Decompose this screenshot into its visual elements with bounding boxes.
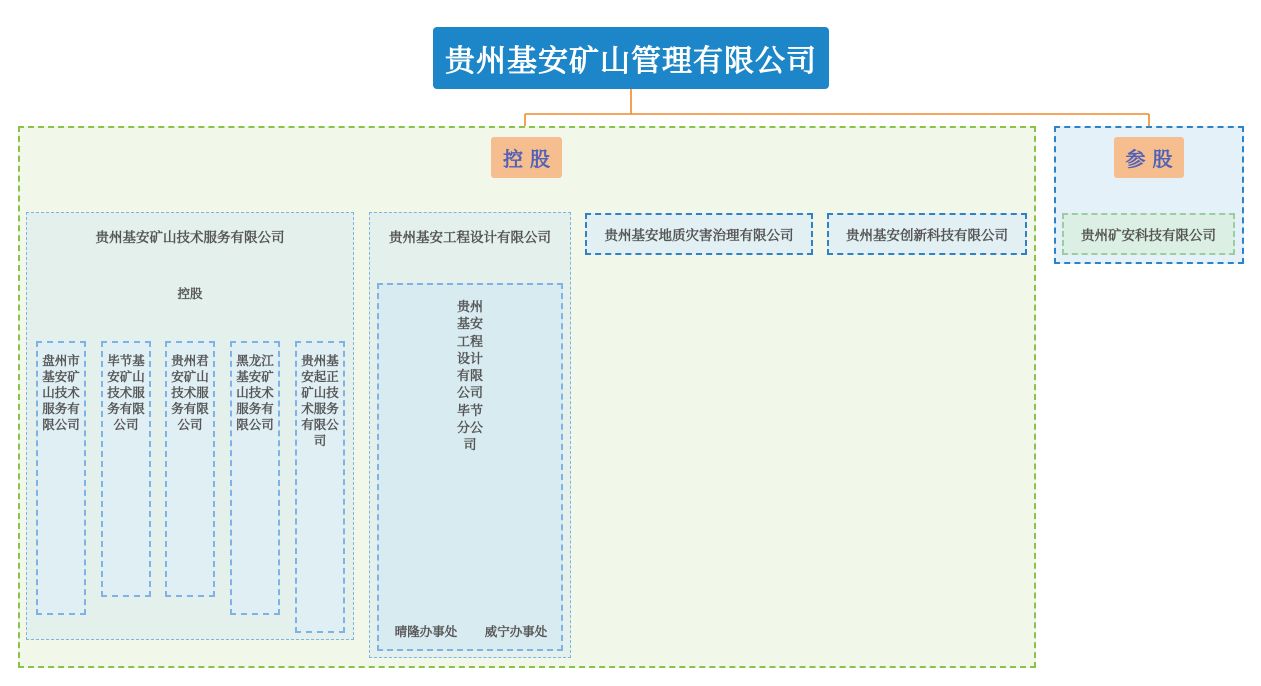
company-geo-disaster: 贵州基安地质灾害治理有限公司 <box>585 213 813 255</box>
holding-tag: 控 股 <box>491 137 562 178</box>
tech-service-holding-label: 控股 <box>177 286 203 301</box>
subsidiary-panzhou <box>36 341 86 615</box>
company-design-label: 贵州基安工程设计有限公司 <box>389 230 551 246</box>
subsidiary-bijie <box>101 341 151 597</box>
subsidiary-panzhou-label: 盘州市基安矿山技术服务有限公司 <box>42 353 80 432</box>
company-tech-service-label: 贵州基安矿山技术服务有限公司 <box>95 230 285 246</box>
subsidiary-junan <box>165 341 215 597</box>
design-bijie-branch-label: 贵州基安工程设计有限公司毕节分公司 <box>456 300 483 454</box>
subsidiary-heilongjiang-label: 黑龙江基安矿山技术服务有限公司 <box>236 353 274 432</box>
design-bijie-branch <box>377 283 563 651</box>
company-kuangan-tech: 贵州矿安科技有限公司 <box>1062 213 1235 255</box>
subsidiary-heilongjiang <box>230 341 280 615</box>
office-weining: 威宁办事处 <box>484 624 548 639</box>
subsidiary-junan-label: 贵州君安矿山技术服务有限公司 <box>171 353 209 432</box>
subsidiary-qizheng <box>295 341 345 633</box>
participation-tag: 参 股 <box>1114 137 1184 178</box>
subsidiary-bijie-label: 毕节基安矿山技术服务有限公司 <box>107 353 145 432</box>
company-innovation-tech: 贵州基安创新科技有限公司 <box>827 213 1027 255</box>
subsidiary-qizheng-label: 贵州基安起正矿山技术服务有限公司 <box>301 353 339 448</box>
root-company: 贵州基安矿山管理有限公司 <box>433 27 829 89</box>
office-qinglong: 晴隆办事处 <box>394 624 458 639</box>
